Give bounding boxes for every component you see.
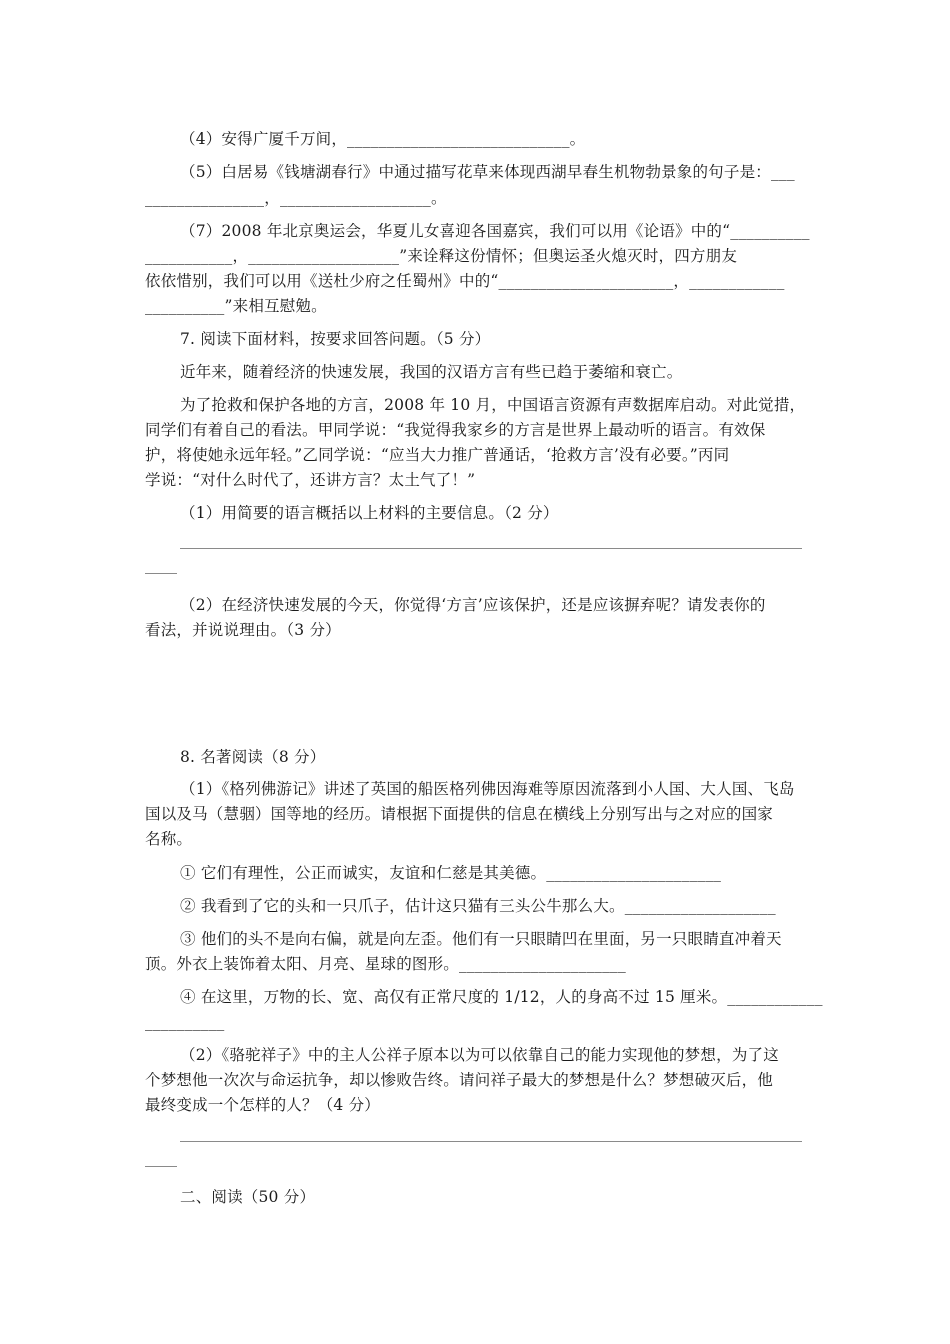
q8-clue-4-line-1: ④ 在这里，万物的长、宽、高仅有正常尺度的 1/12，人的身高不过 15 厘米。____________ (180, 988, 823, 1006)
q7-heading: 7. 阅读下面材料，按要求回答问题。（5 分） (180, 330, 491, 348)
q7-material-para-2-line-1: 为了抢救和保护各地的方言，2008 年 10 月，中国语言资源有声数据库启动。对此觉措， (180, 396, 806, 414)
q7-sub-2-line-1: （2）在经济快速发展的今天，你觉得‘方言’应该保护，还是应该摒弃呢？请发表你的 (180, 596, 766, 614)
q7-sub-2-line-2: 看法，并说说理由。（3 分） (145, 621, 341, 639)
q6-item-4: （4）安得广厦千万间，____________________________。 (180, 130, 586, 148)
q6-item-5-line-2: _______________，___________________。 (145, 189, 447, 207)
q8-sub-1-line-2: 国以及马（慧骃）国等地的经历。请根据下面提供的信息在横线上分别写出与之对应的国家 (145, 805, 774, 823)
q8-sub-1-line-3: 名称。 (145, 830, 193, 848)
q6-item-7-line-2: ___________，___________________”来诠释这份情怀；但奥运圣火熄灭时，四方朋友 (145, 247, 738, 265)
q8-clue-3-line-2: 顶。外衣上装饰着太阳、月亮、星球的图形。_____________________ (145, 955, 626, 973)
q8-sub-2-line-1: （2）《骆驼祥子》中的主人公祥子原本以为可以依靠自己的能力实现他的梦想，为了这 (180, 1046, 779, 1064)
q8-clue-2: ② 我看到了它的头和一只爪子，估计这只猫有三头公牛那么大。___________________ (180, 897, 776, 915)
q7-material-para-2-line-2: 同学们有着自己的看法。甲同学说：“我觉得我家乡的方言是世界上最动听的语言。有效保 (145, 421, 766, 439)
q6-item-7-line-1: （7）2008 年北京奥运会，华夏儿女喜迎各国嘉宾，我们可以用《论语》中的“__________ (180, 222, 810, 240)
q7-material-para-2-line-3: 护，将使她永远年轻。”乙同学说：“应当大力推广普通话，‘抢救方言’没有必要。”丙同 (145, 446, 730, 464)
q8-sub-2-line-3: 最终变成一个怎样的人？（4 分） (145, 1096, 380, 1114)
q8-heading: 8. 名著阅读（8 分） (180, 748, 326, 766)
answer-line-tail (145, 573, 177, 574)
q7-material-para-1: 近年来，随着经济的快速发展，我国的汉语方言有些已趋于萎缩和衰亡。 (180, 363, 683, 381)
q7-sub-1: （1）用简要的语言概括以上材料的主要信息。（2 分） (180, 504, 559, 522)
section-2-heading: 二、阅读（50 分） (180, 1188, 316, 1206)
q8-sub-2-line-2: 个梦想他一次次与命运抗争，却以惨败告终。请问祥子最大的梦想是什么？梦想破灭后，他 (145, 1071, 774, 1089)
answer-line (180, 1141, 802, 1142)
q6-item-5-line-1: （5）白居易《钱塘湖春行》中通过描写花草来体现西湖早春生机物勃景象的句子是：___ (180, 163, 795, 181)
q8-clue-1: ① 它们有理性，公正而诚实，友谊和仁慈是其美德。______________________ (180, 864, 722, 882)
q8-clue-3-line-1: ③ 他们的头不是向右偏，就是向左歪。他们有一只眼睛凹在里面，另一只眼睛直冲着天 (180, 930, 782, 948)
q8-clue-4-line-2: __________ (145, 1013, 225, 1031)
q8-sub-1-line-1: （1）《格列佛游记》讲述了英国的船医格列佛因海难等原因流落到小人国、大人国、飞岛 (180, 780, 795, 798)
q7-material-para-2-line-4: 学说：“对什么时代了，还讲方言？太土气了！” (145, 471, 476, 489)
answer-line-tail (145, 1166, 177, 1167)
q6-item-7-line-4: __________”来相互慰勉。 (145, 297, 327, 315)
answer-line (180, 548, 802, 549)
q6-item-7-line-3: 依依惜别，我们可以用《送杜少府之任蜀州》中的“______________________，____________ (145, 272, 785, 290)
